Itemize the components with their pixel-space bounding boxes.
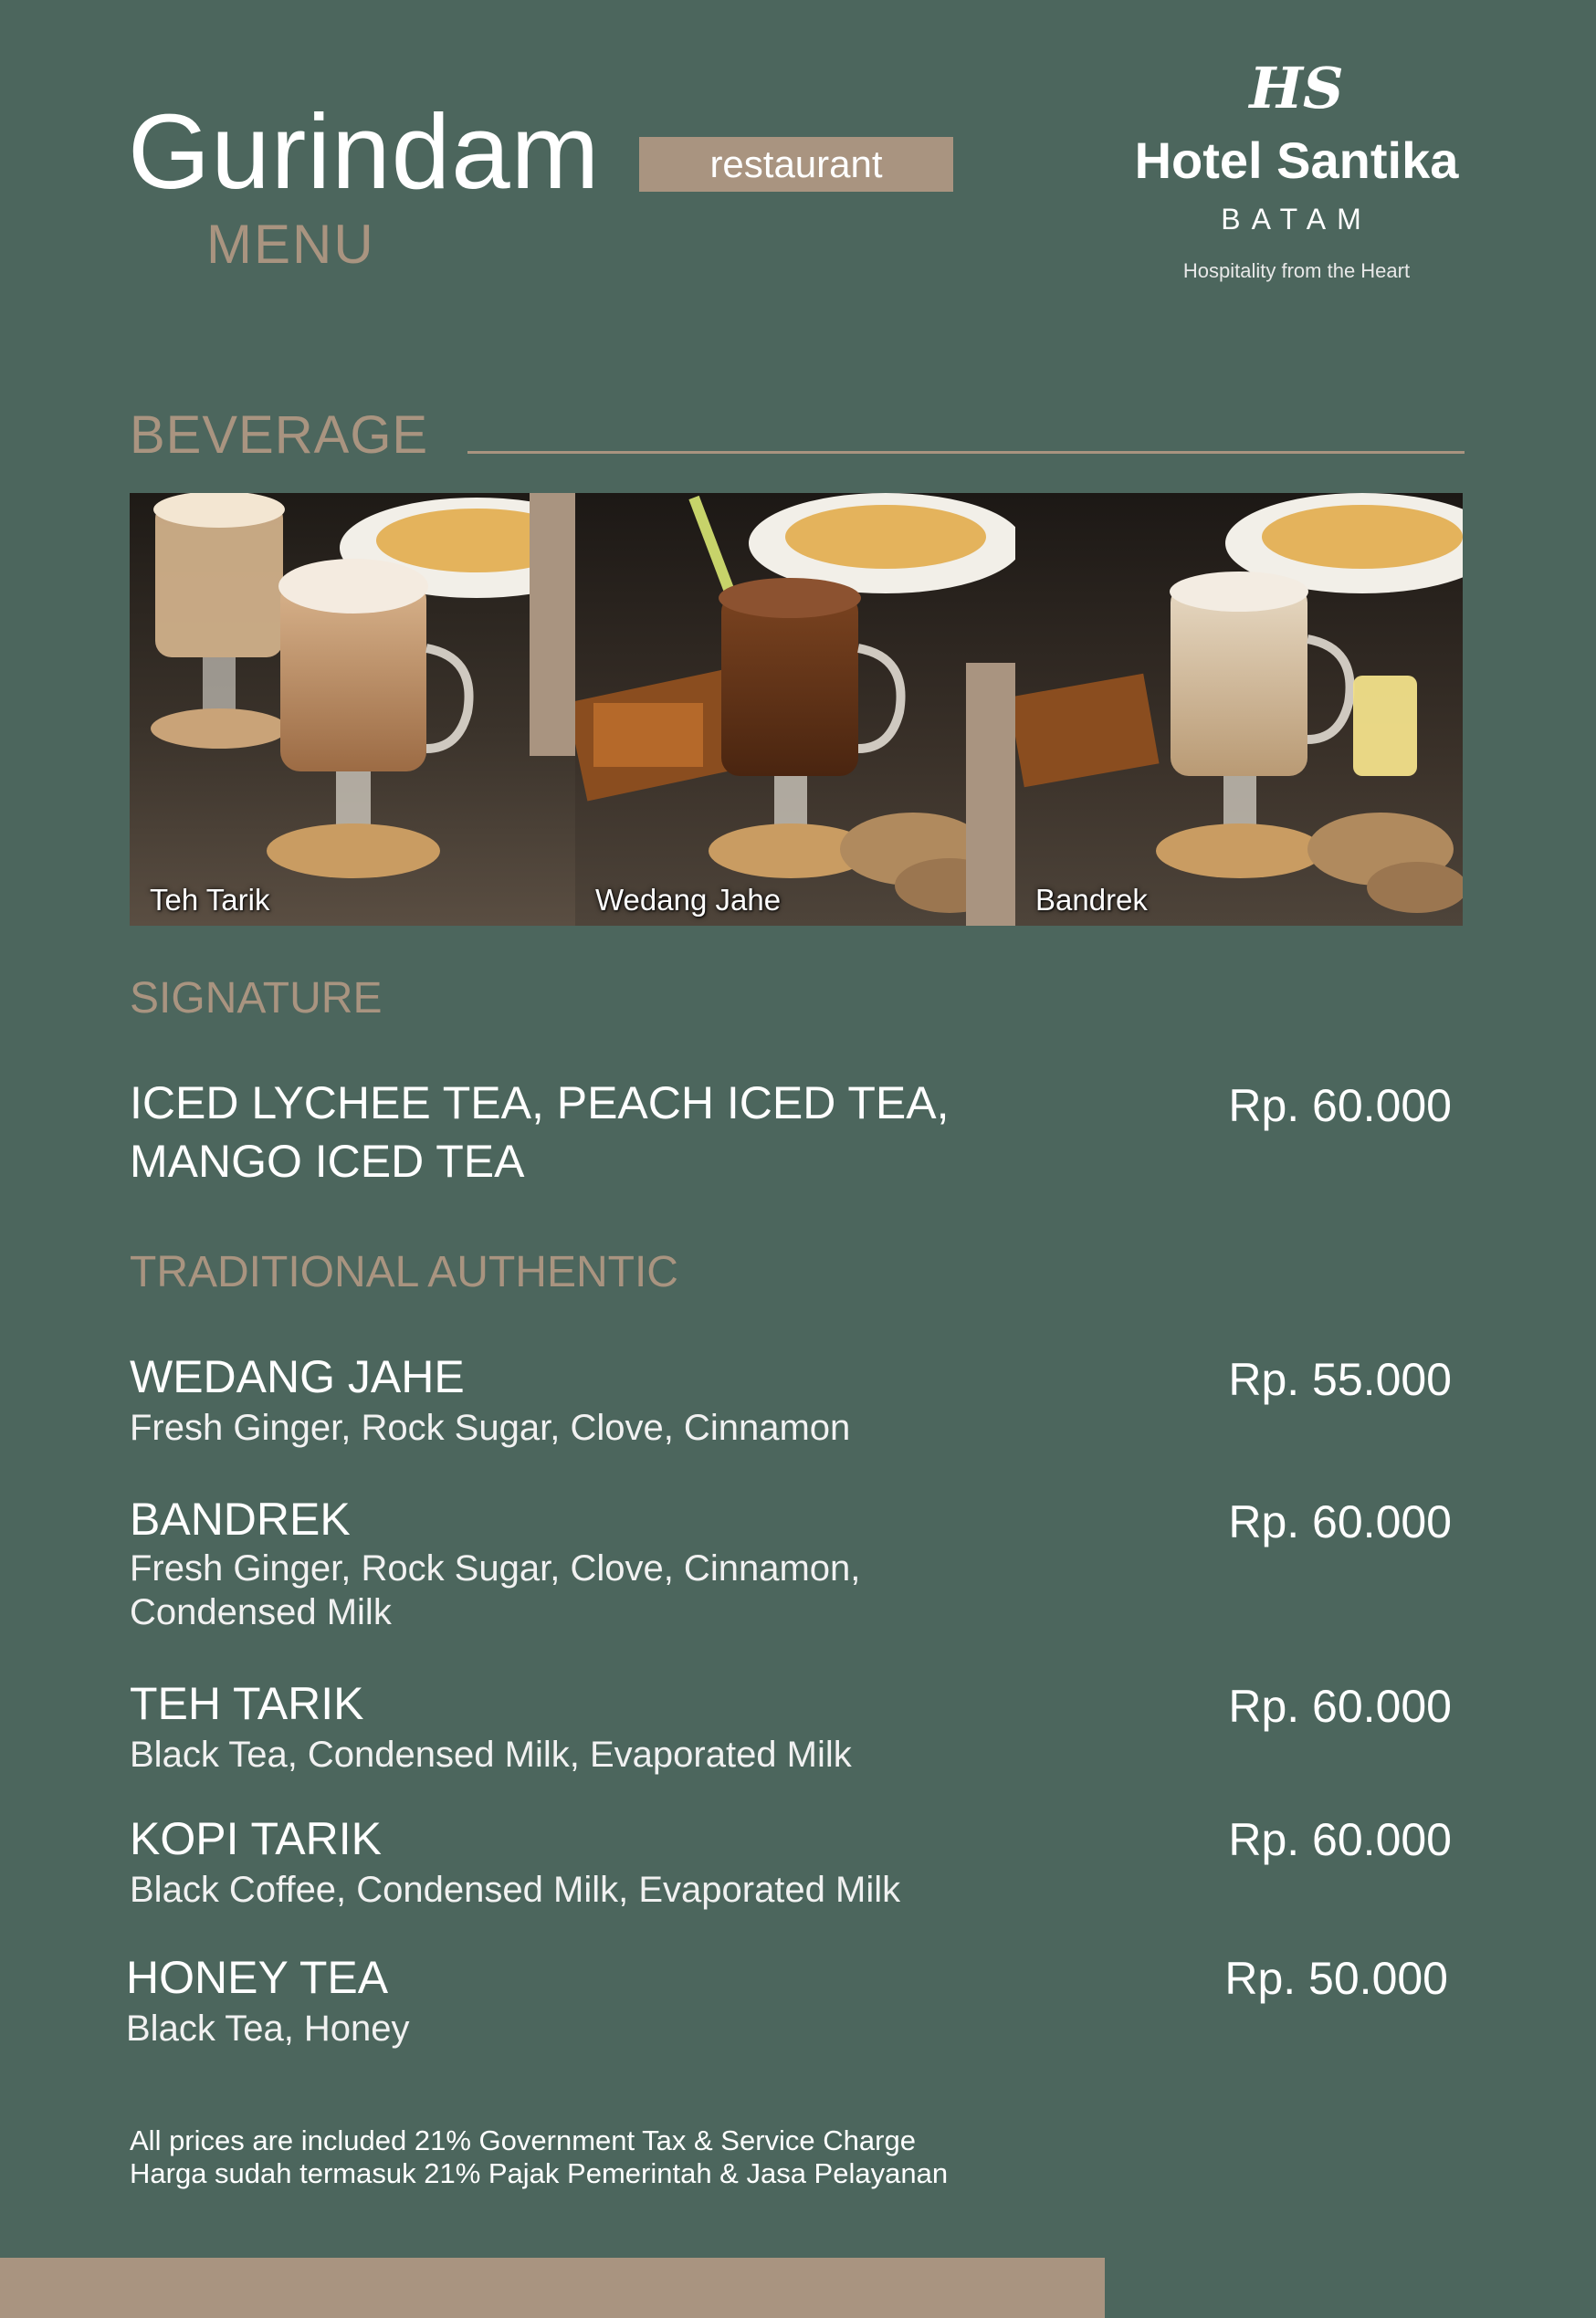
menu-subtitle: MENU — [206, 214, 375, 275]
photo-bandrek — [1015, 493, 1463, 926]
photo-label: Teh Tarik — [150, 883, 270, 917]
photo-teh-tarik — [130, 493, 575, 926]
photo-wedang-jahe — [575, 493, 1015, 926]
photo-label: Wedang Jahe — [595, 883, 782, 917]
hotel-tagline: Hospitality from the Heart — [1182, 259, 1411, 282]
signature-item-name-line1: ICED LYCHEE TEA, PEACH ICED TEA, — [130, 1077, 950, 1128]
traditional-heading: TRADITIONAL AUTHENTIC — [130, 1248, 678, 1296]
hotel-monogram-logo — [1223, 55, 1370, 119]
menu-item-description: Black Tea, Condensed Milk, Evaporated Milk — [130, 1735, 852, 1775]
menu-item-name: BANDREK — [130, 1494, 351, 1545]
hotel-monogram-text: HS — [1249, 55, 1344, 119]
menu-item-description: Fresh Ginger, Rock Sugar, Clove, Cinnamon, — [130, 1548, 861, 1589]
menu-item-description: Black Tea, Honey — [126, 2009, 410, 2049]
tax-note-english: All prices are included 21% Government Tax & Service Charge — [130, 2124, 916, 2156]
menu-item-description-line2: Condensed Milk — [130, 1592, 392, 1632]
beverage-heading: BEVERAGE — [130, 405, 429, 465]
tax-note-indonesian: Harga sudah termasuk 21% Pajak Pemerintah & Jasa Pelayanan — [130, 2157, 949, 2189]
menu-item-price: Rp. 60.000 — [1228, 1496, 1452, 1547]
menu-item-name: TEH TARIK — [130, 1678, 364, 1729]
signature-heading: SIGNATURE — [130, 974, 383, 1023]
menu-item-price: Rp. 55.000 — [1228, 1354, 1452, 1405]
signature-item-name-line2: MANGO ICED TEA — [130, 1136, 525, 1187]
decorative-bar — [966, 663, 1015, 926]
decorative-bar — [530, 493, 575, 756]
footer-accent-bar — [0, 2258, 1105, 2318]
restaurant-title: Gurindam — [128, 92, 601, 211]
menu-item-description: Black Coffee, Condensed Milk, Evaporated Milk — [130, 1870, 901, 1910]
signature-item-price: Rp. 60.000 — [1228, 1080, 1452, 1131]
menu-item-description: Fresh Ginger, Rock Sugar, Clove, Cinnamon — [130, 1408, 851, 1448]
menu-item-price: Rp. 50.000 — [1224, 1953, 1448, 2004]
menu-item-name: WEDANG JAHE — [130, 1351, 465, 1402]
hotel-city: BATAM — [1221, 203, 1372, 236]
menu-item-price: Rp. 60.000 — [1228, 1814, 1452, 1865]
heading-divider — [467, 451, 1465, 454]
menu-item-price: Rp. 60.000 — [1228, 1681, 1452, 1732]
photo-label: Bandrek — [1035, 883, 1148, 917]
menu-item-name: HONEY TEA — [126, 1952, 389, 2003]
hotel-name: Hotel Santika — [1134, 131, 1459, 189]
menu-item-name: KOPI TARIK — [130, 1813, 383, 1864]
restaurant-tag: restaurant — [639, 137, 953, 192]
